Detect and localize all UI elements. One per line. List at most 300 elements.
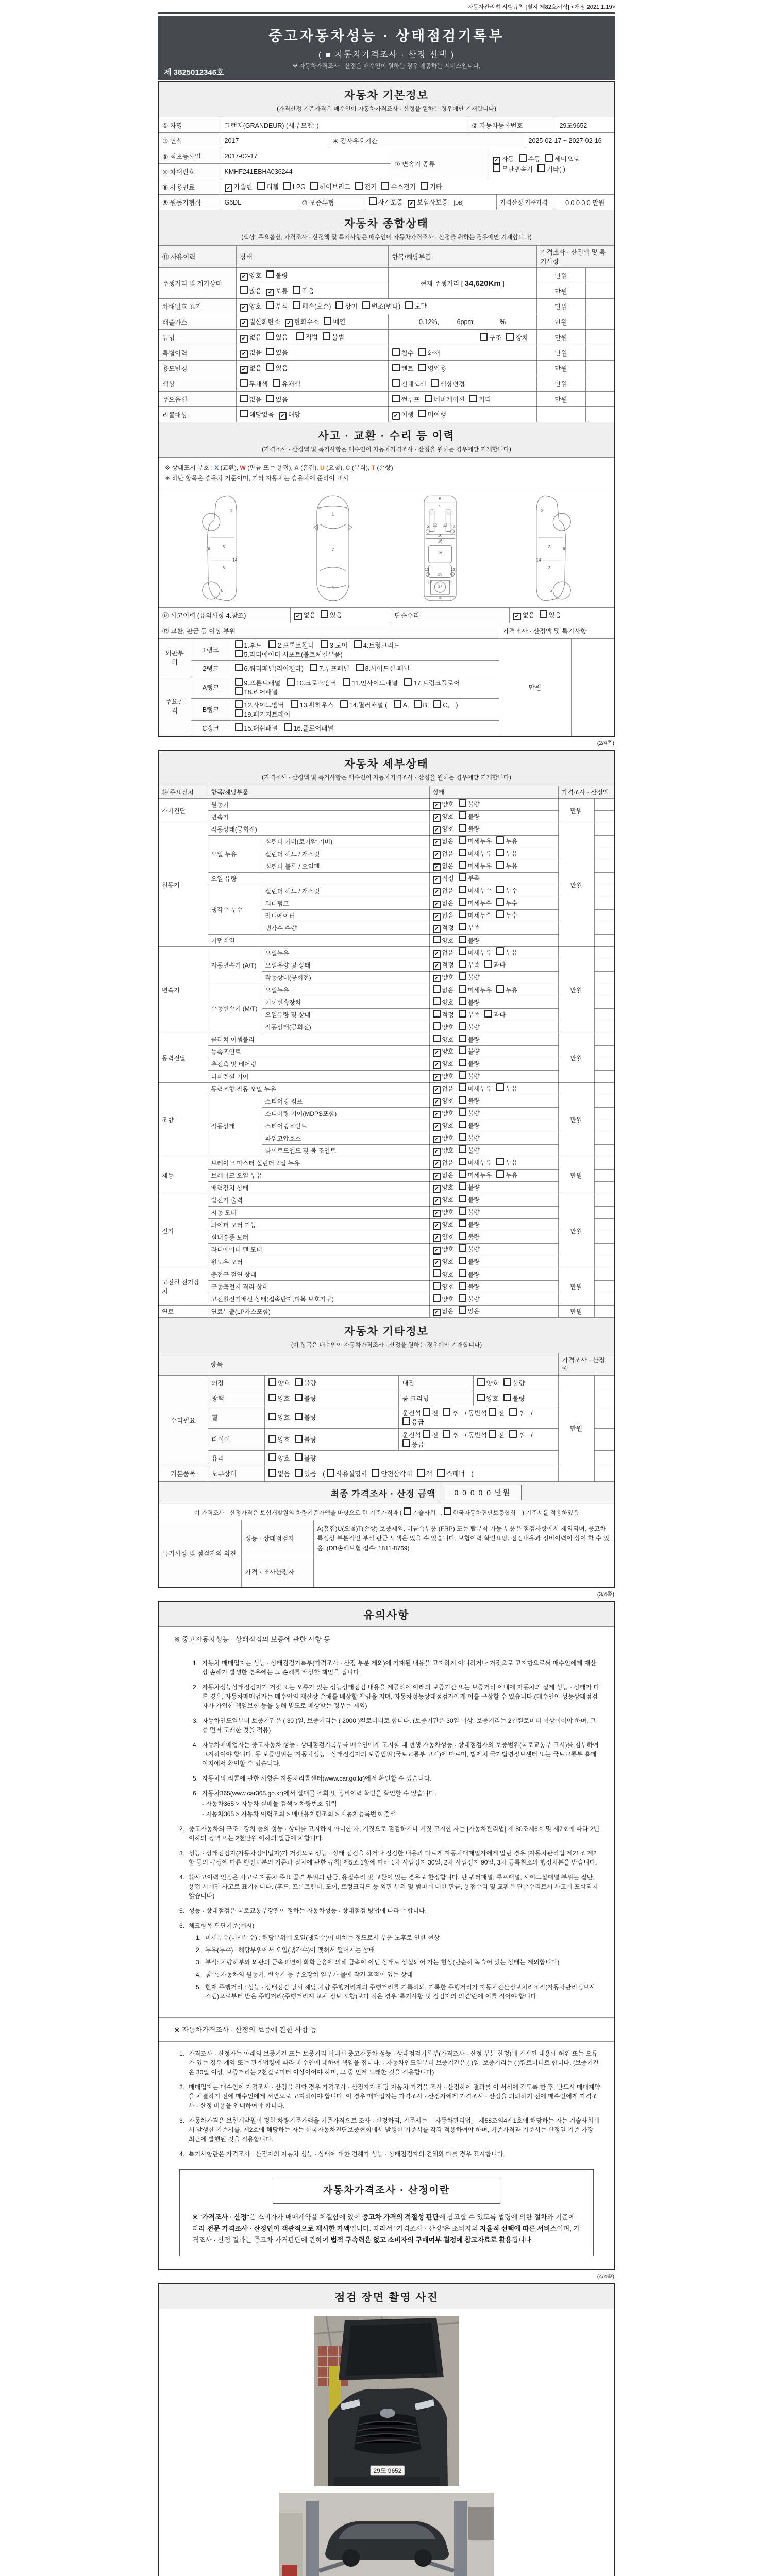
circle-el bbox=[342, 2549, 360, 2567]
state-options bbox=[429, 1144, 558, 1157]
checkbox-icon bbox=[240, 395, 248, 402]
checkbox-icon bbox=[268, 1394, 276, 1401]
item-label: 변속기 bbox=[208, 810, 429, 823]
checkbox-icon bbox=[392, 395, 400, 402]
option-label: 한국자동차진단보증협회 bbox=[452, 1510, 516, 1516]
option-label: 후 bbox=[452, 1409, 459, 1417]
option bbox=[324, 318, 345, 326]
option-label: 미세누유 bbox=[467, 987, 492, 994]
text-run: , bbox=[440, 1510, 444, 1516]
option-label: 미이행 bbox=[427, 411, 446, 418]
row-vin-marking bbox=[159, 299, 614, 314]
option bbox=[433, 1110, 454, 1117]
checkbox-checked-icon: ✔ bbox=[433, 975, 441, 982]
part-option: 1.후드 bbox=[235, 642, 262, 649]
checkbox-checked-icon: ✔ bbox=[240, 350, 248, 358]
row-options bbox=[159, 392, 614, 407]
option-label: 없음 bbox=[249, 364, 262, 372]
option bbox=[268, 1455, 290, 1462]
checkbox-icon bbox=[423, 1408, 430, 1416]
option-label: 부족 bbox=[467, 1011, 480, 1019]
option bbox=[459, 1097, 480, 1105]
option bbox=[496, 987, 517, 994]
diagram-part-number: 13 bbox=[451, 524, 456, 529]
td-el: 리콜대상 bbox=[159, 407, 236, 422]
span-el: 6. bbox=[192, 1789, 198, 1797]
item-label: 추진축 및 베어링 bbox=[208, 1058, 429, 1070]
detail-row bbox=[159, 984, 614, 996]
div-el bbox=[159, 1651, 614, 2015]
td-el bbox=[388, 392, 536, 407]
option-label: 양호 bbox=[442, 1296, 454, 1303]
checkbox-icon bbox=[295, 1378, 303, 1386]
td-el bbox=[594, 922, 614, 934]
td-el: ⑭ 주요장치 bbox=[159, 786, 208, 798]
span-el: 4. bbox=[179, 2150, 184, 2158]
checkbox-icon bbox=[235, 640, 243, 648]
checkbox-checked-icon: ✔ bbox=[279, 412, 287, 420]
td-el bbox=[388, 376, 536, 392]
detail-row bbox=[159, 1243, 614, 1256]
checkbox-icon bbox=[484, 960, 492, 968]
checkbox-icon bbox=[496, 849, 504, 856]
option bbox=[268, 1436, 290, 1444]
td-el: 그랜저(GRANDEUR) (세부모델: ) bbox=[221, 117, 468, 133]
checkbox-checked-icon: ✔ bbox=[433, 1234, 441, 1242]
rect-el bbox=[334, 2477, 440, 2486]
inspector-remarks: A(흠집)U(요철)T(손상) 보증제외, 비금속부품 (FRP) 또는 탈부착 가능 부품은 점검사항에서 제외되며, 중고차 특성상 부분적인 부식 판금 도색은 있을 수 있습니다. 보험이력 확인요망. 점검내용과 정비이력이 상이 할 수 있음. (DB손해보험 접수: 1811-8769) bbox=[313, 1520, 614, 1557]
state-options bbox=[429, 1120, 558, 1132]
b-el: 가격조사 · 산정 bbox=[202, 2213, 247, 2222]
option bbox=[459, 924, 480, 931]
span-el: 5. bbox=[195, 1983, 201, 1991]
device-group-label: 자기진단 bbox=[159, 798, 208, 823]
option bbox=[477, 1395, 499, 1402]
td-el bbox=[594, 1033, 614, 1045]
diagram-part-number: 13 bbox=[425, 524, 429, 529]
option bbox=[433, 974, 454, 981]
span-el: 4. bbox=[179, 1873, 184, 1881]
option bbox=[459, 1024, 480, 1031]
comprehensive-table bbox=[159, 245, 614, 422]
detail-row bbox=[159, 1256, 614, 1268]
checkbox-icon bbox=[284, 723, 292, 731]
accident-subtitle: (가격조사 · 산정액 및 특기사항은 매수인이 자동차가격조사 · 산정을 원하는 경우에만 기재합니다) bbox=[262, 447, 511, 453]
option bbox=[496, 838, 517, 845]
option-label: 양호 bbox=[442, 1110, 454, 1117]
option bbox=[433, 1097, 454, 1105]
checkbox-icon bbox=[414, 700, 422, 708]
span-el: 3. bbox=[179, 2116, 184, 2124]
option bbox=[459, 838, 492, 845]
span-el: 4. bbox=[192, 1741, 198, 1749]
td-el bbox=[594, 885, 614, 897]
tbody-el bbox=[159, 117, 614, 133]
option bbox=[477, 1380, 499, 1387]
option bbox=[369, 199, 403, 206]
state-options bbox=[429, 1107, 558, 1120]
diagram-part-number: 2 bbox=[541, 507, 544, 513]
state-options bbox=[429, 1256, 558, 1268]
checkbox-icon bbox=[459, 1282, 466, 1290]
option-label: 변조(변타) bbox=[371, 302, 401, 310]
option bbox=[433, 1271, 454, 1278]
option-label: 응급 bbox=[411, 1440, 424, 1448]
legend-code: T bbox=[371, 464, 376, 471]
state-options bbox=[429, 1021, 558, 1033]
checkbox-icon bbox=[459, 873, 466, 881]
section-page2 bbox=[158, 750, 615, 1588]
td-el: 휠 bbox=[208, 1406, 264, 1428]
option-label: 누유 bbox=[506, 838, 518, 845]
current-mileage: 34,620Km bbox=[464, 279, 501, 288]
state-options bbox=[429, 810, 558, 823]
option bbox=[240, 365, 262, 372]
path-el bbox=[320, 524, 346, 528]
option-label: 불량 bbox=[467, 1060, 480, 1068]
td-el: 주요골격 bbox=[159, 676, 191, 736]
option-label: 불량 bbox=[467, 937, 480, 945]
accident-area bbox=[159, 458, 614, 736]
notice-item bbox=[172, 2082, 601, 2110]
td-el bbox=[594, 996, 614, 1008]
checkbox-icon bbox=[343, 678, 350, 686]
notice-subitem bbox=[189, 1958, 601, 1967]
option bbox=[423, 1410, 438, 1417]
row-exchange-header bbox=[159, 623, 614, 638]
option bbox=[469, 396, 491, 403]
checkbox-icon bbox=[496, 985, 504, 993]
checkbox-icon bbox=[459, 972, 466, 980]
td-el bbox=[221, 179, 614, 195]
td-el bbox=[509, 607, 614, 623]
td-el: ⑧ 사용연료 bbox=[159, 179, 221, 195]
option bbox=[444, 1510, 516, 1516]
option bbox=[493, 156, 514, 163]
option bbox=[459, 1172, 492, 1179]
option-label: LPG bbox=[292, 183, 306, 191]
option bbox=[433, 900, 454, 907]
checkbox-icon bbox=[293, 301, 300, 309]
checkbox-icon bbox=[295, 1435, 303, 1443]
item-label: 시동 모터 bbox=[208, 1206, 429, 1218]
option-label: 없음 bbox=[249, 349, 262, 357]
td-el: 만원 bbox=[558, 1082, 594, 1157]
inspection-photo-front-hood-open bbox=[314, 2316, 459, 2486]
option bbox=[433, 1184, 454, 1191]
state-options bbox=[429, 860, 558, 872]
text-run: / 동반석 bbox=[463, 1409, 489, 1417]
checkbox-icon bbox=[437, 1469, 445, 1477]
option-label: 후 bbox=[452, 1431, 459, 1439]
option-label: 없음 bbox=[442, 1159, 454, 1167]
td-el bbox=[236, 268, 388, 283]
top-rule bbox=[158, 12, 615, 14]
option-label: 없음 bbox=[442, 850, 454, 858]
notice-subitem bbox=[189, 1982, 601, 2001]
td-el: 주행거리 및 계기상태 bbox=[159, 268, 236, 299]
option bbox=[294, 612, 316, 619]
option bbox=[295, 1436, 316, 1444]
item-label: 커먼레일 bbox=[208, 934, 429, 946]
checkbox-icon bbox=[296, 332, 304, 340]
etc-row bbox=[159, 1391, 614, 1406]
option-label: 부족 bbox=[467, 961, 480, 969]
legend-label: (요철) bbox=[326, 464, 343, 471]
section-page1 bbox=[158, 81, 615, 737]
diagram-part-number: 8 bbox=[208, 545, 210, 551]
state-options bbox=[429, 1181, 558, 1194]
diagram-part-number: 6 bbox=[549, 587, 552, 593]
state-options bbox=[429, 1280, 558, 1293]
option bbox=[433, 1134, 454, 1142]
part-option: 5.라디에이터 서포트(볼트체결부품) bbox=[235, 651, 343, 658]
td-el: 용도변경 bbox=[159, 361, 236, 376]
checkbox-icon bbox=[433, 1269, 441, 1277]
checkbox-icon bbox=[418, 348, 426, 356]
td-el: 만원 bbox=[536, 392, 585, 407]
basic-info-table-area bbox=[159, 117, 614, 210]
state-options bbox=[429, 1231, 558, 1243]
car-diagram-side-view bbox=[513, 494, 581, 603]
remarks-inspector-row bbox=[159, 1520, 614, 1557]
option bbox=[459, 825, 480, 833]
td-el bbox=[236, 299, 536, 314]
checkbox-icon bbox=[425, 395, 432, 402]
option-label: 양호 bbox=[442, 1134, 454, 1142]
td-el: 내장 bbox=[398, 1375, 473, 1391]
option-label: 불량 bbox=[467, 1097, 480, 1105]
checkbox-checked-icon: ✔ bbox=[433, 839, 441, 846]
checkbox-icon bbox=[459, 1121, 466, 1128]
td-el bbox=[264, 1406, 398, 1428]
detail-row bbox=[159, 946, 614, 959]
detail-row bbox=[159, 798, 614, 810]
option bbox=[433, 1308, 454, 1315]
etc-row bbox=[159, 1406, 614, 1428]
checkbox-icon bbox=[469, 395, 477, 402]
span-el: 3. bbox=[195, 1958, 201, 1966]
option bbox=[433, 949, 454, 956]
path-el bbox=[339, 2524, 435, 2539]
checkbox-icon bbox=[459, 1306, 466, 1314]
checkbox-icon bbox=[421, 182, 428, 190]
detail-row bbox=[159, 835, 614, 848]
device-group-label: 연료 bbox=[159, 1305, 208, 1317]
diagram-part-number: 16 bbox=[438, 550, 443, 555]
td-el: 만원 bbox=[536, 361, 585, 376]
option bbox=[240, 334, 262, 341]
option-label: 적정 bbox=[442, 924, 454, 932]
etc-row bbox=[159, 1375, 614, 1391]
part-option: 13.휠하우스 bbox=[291, 702, 334, 709]
item-label: 실린더 헤드 / 개스킷 bbox=[262, 885, 429, 897]
option-label: 썬루프 bbox=[401, 396, 420, 403]
photos-title: 점검 장면 촬영 사진 bbox=[334, 2291, 439, 2303]
option bbox=[433, 1283, 454, 1291]
option-label: 보험사보증 bbox=[416, 198, 448, 206]
checkbox-icon bbox=[295, 1453, 303, 1461]
exchange-header-table bbox=[159, 623, 614, 639]
option bbox=[459, 1271, 480, 1278]
td-el bbox=[571, 638, 614, 736]
detail-row bbox=[159, 1206, 614, 1218]
option bbox=[496, 850, 517, 857]
state-options bbox=[429, 909, 558, 922]
td-el: G6DL bbox=[221, 195, 298, 210]
td-el: 만원 bbox=[536, 283, 585, 299]
item-label: 브레이크 마스터 실린더오일 누유 bbox=[208, 1157, 429, 1169]
row-mileage bbox=[159, 268, 614, 283]
option bbox=[433, 875, 454, 882]
option-label: 양호 bbox=[277, 1436, 290, 1444]
checkbox-icon bbox=[266, 395, 274, 402]
option-label: 도말 bbox=[414, 302, 427, 310]
legend-code: C bbox=[345, 464, 350, 471]
option-label: 누유 bbox=[506, 1172, 518, 1179]
item-label: 스티어링 기어(MDPS포함) bbox=[262, 1107, 429, 1120]
checkbox-icon bbox=[235, 678, 243, 686]
option bbox=[459, 1110, 480, 1117]
b-el: 법적 구속력은 없고 소비자의 구매여부 결정에 참고자료로 활용 bbox=[330, 2236, 512, 2244]
option-label: 양호 bbox=[442, 1060, 454, 1068]
state-options bbox=[429, 1194, 558, 1206]
checkbox-icon bbox=[433, 1022, 441, 1030]
price-option-subtitle: ( ■ 자동차가격조사 · 산정 선택 ) bbox=[318, 50, 455, 59]
state-options bbox=[429, 872, 558, 885]
option-label: 스패너 bbox=[446, 1470, 465, 1478]
option bbox=[433, 838, 454, 845]
item-label: 실내송풍 모터 bbox=[208, 1231, 429, 1243]
option-label: 디젤 bbox=[266, 183, 279, 191]
span-el: 2. bbox=[195, 1946, 201, 1954]
option-label: 있음 bbox=[275, 364, 288, 372]
tbody-el bbox=[159, 607, 614, 623]
detail-row bbox=[159, 1070, 614, 1082]
td-el: 0 0 0 0 0 만원 bbox=[556, 195, 614, 210]
option bbox=[355, 183, 377, 191]
td-el bbox=[388, 330, 536, 345]
remarks-label: 특기사항 및 점검자의 의견 bbox=[159, 1520, 241, 1587]
option bbox=[496, 1085, 517, 1092]
text-run: 이 가격조사 · 산정가격은 보험개발원의 차량기준가액을 바탕으로 한 기준가격과 ( bbox=[194, 1510, 404, 1516]
option-label: 불량 bbox=[467, 1024, 480, 1031]
checkbox-icon bbox=[484, 1010, 492, 1018]
checkbox-checked-icon: ✔ bbox=[433, 1086, 441, 1094]
td-el bbox=[594, 1008, 614, 1021]
div-el: 자동차365(www.car365.go.kr)에서 실매물 조회 및 정비이력 확인을 확인할 수 있습니다. - 자동차365 > 자동차 실매물 검색 > 차량번호 입력 - 자동차365 > 자동차 이력조회 > 매매용차량조회 > 자동차등록번호 검색 bbox=[202, 1789, 601, 1819]
checkbox-checked-icon: ✔ bbox=[433, 1259, 441, 1267]
div-el: 누유(누수) : 해당부위에서 오일(냉각수)이 맺혀서 떨어지는 상태 bbox=[205, 1946, 375, 1954]
part-option: 6.쿼터패널(리어휀다) bbox=[235, 665, 304, 672]
legend-label: (부식) bbox=[351, 464, 368, 471]
item-label: 와이퍼 모터 기능 bbox=[208, 1218, 429, 1231]
option bbox=[459, 961, 480, 969]
comprehensive-subtitle: (색상, 주요옵션, 가격조사 · 산정액 및 특기사항은 매수인이 자동차가격조사 · 산정을 원하는 경우에만 기재합니다) bbox=[241, 234, 532, 241]
td-el: 만원 bbox=[536, 268, 585, 283]
checkbox-icon bbox=[266, 348, 274, 355]
legend-code: X bbox=[214, 464, 219, 471]
option-label: 후 bbox=[518, 1409, 525, 1417]
checkbox-icon bbox=[381, 182, 389, 190]
state-options bbox=[429, 1169, 558, 1181]
option bbox=[496, 1159, 517, 1166]
span-el: 2. bbox=[192, 1683, 198, 1691]
option bbox=[433, 1196, 454, 1204]
option-label: 불량 bbox=[467, 1283, 480, 1291]
option-label: 전기 bbox=[364, 183, 377, 191]
checkbox-icon bbox=[459, 1096, 466, 1104]
row-vehicle-name bbox=[159, 117, 614, 133]
td-el bbox=[594, 1218, 614, 1231]
comprehensive-header bbox=[159, 210, 614, 246]
diagram-part-number: 3 bbox=[548, 565, 551, 570]
option bbox=[433, 1209, 454, 1216]
option-label: 보통 bbox=[275, 287, 288, 295]
tbody-el bbox=[159, 623, 614, 638]
row-year bbox=[159, 133, 614, 148]
state-options bbox=[429, 922, 558, 934]
checkbox-icon bbox=[293, 286, 300, 294]
item-label: 파워고압호스 bbox=[262, 1132, 429, 1144]
td-el: ② 자동차등록번호 bbox=[468, 117, 556, 133]
option-label: 양호 bbox=[442, 1283, 454, 1291]
div-el: 자동차의 리콜에 관한 사항은 자동차리콜센터(www.car.go.kr)에서 확인할 수 있습니다. bbox=[202, 1774, 432, 1782]
detail-row bbox=[159, 1218, 614, 1231]
option bbox=[459, 1147, 480, 1154]
checkbox-icon bbox=[496, 836, 504, 844]
option-label: 누유 bbox=[506, 1085, 518, 1093]
div-el: 가격조사 · 산정자는 아래의 보증기간 또는 보증거리 이내에 중고자동차 성능 · 상태점검기록부(가격조사 · 산정 부분 한정)에 기재된 내용에 허위 또는 오류가 있는 경우 계약 또는 관계법령에 따라 매수인에 대하여 책임을 집니다. · 자동차인도일부터 보증기간은 ( )일, 보증거리는 ( )킬로미터로 합니다. (보증기간은 30일 이상, 보증거리는 2천킬로미터 이상이어야 하며, 그 중 먼저 도래한 것을 적용합니다) bbox=[189, 2049, 599, 2076]
td-el bbox=[594, 860, 614, 872]
item-label: 냉각수 수량 bbox=[262, 922, 429, 934]
option bbox=[459, 862, 492, 870]
state-options bbox=[429, 946, 558, 959]
option bbox=[459, 1233, 480, 1241]
photos-content bbox=[159, 2309, 614, 2576]
rect-el bbox=[282, 2565, 297, 2576]
checkbox-icon bbox=[493, 164, 500, 172]
option-label: 영업용 bbox=[427, 365, 446, 372]
notice-subline: - 자동차365 > 자동차 실매물 검색 > 차량번호 입력 bbox=[202, 1800, 337, 1807]
title-band bbox=[158, 16, 615, 80]
item-label: 오일유량 및 상태 bbox=[262, 959, 429, 971]
inspection-record-document bbox=[158, 0, 615, 2576]
option bbox=[433, 1172, 454, 1179]
legend-code: A bbox=[294, 464, 299, 471]
diagram-part-number: 15 bbox=[438, 538, 443, 544]
definition-title: 자동차가격조사 · 산정이란 bbox=[273, 2178, 500, 2204]
etc-row bbox=[159, 1450, 614, 1466]
row-engine-type bbox=[159, 195, 614, 210]
td-el bbox=[594, 1021, 614, 1033]
option bbox=[392, 350, 414, 357]
option-label: 불량 bbox=[467, 1209, 480, 1216]
option bbox=[240, 396, 262, 403]
option-label: 있음 bbox=[275, 396, 288, 403]
option bbox=[503, 1395, 525, 1402]
sub-group-label: 오일 누유 bbox=[208, 835, 262, 872]
state-code-legend bbox=[159, 458, 614, 488]
checkbox-checked-icon: ✔ bbox=[433, 1173, 441, 1180]
td-el bbox=[594, 946, 614, 959]
state-options bbox=[429, 848, 558, 860]
checkbox-icon bbox=[295, 1469, 303, 1477]
checkbox-icon bbox=[459, 1182, 466, 1190]
td-el bbox=[388, 345, 536, 361]
option bbox=[433, 999, 454, 1006]
diagram-part-number: 2 bbox=[230, 507, 233, 513]
